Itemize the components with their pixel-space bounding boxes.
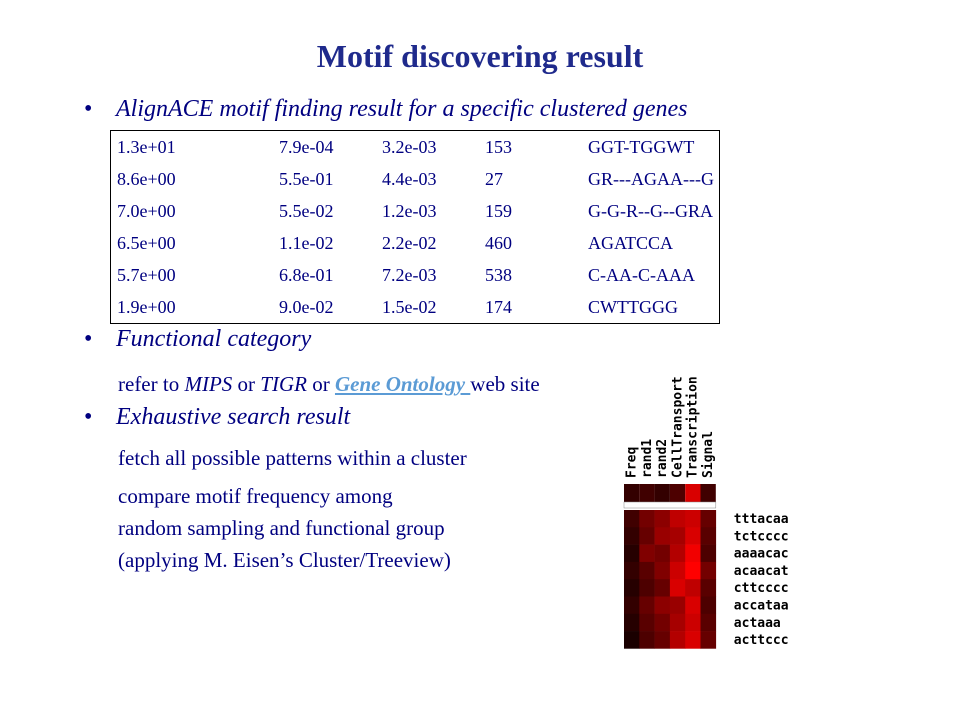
heatmap-cell xyxy=(670,597,686,615)
gene-ontology-link[interactable]: Gene Ontology xyxy=(334,372,471,396)
heatmap-cell xyxy=(701,510,717,528)
heatmap-cell xyxy=(655,527,671,545)
heatmap-cell xyxy=(624,527,640,545)
heatmap-cell xyxy=(655,510,671,528)
heatmap-cell xyxy=(655,545,671,563)
bullet-marker: • xyxy=(84,96,93,122)
heatmap-cell xyxy=(624,614,640,632)
motif-cell: AGATCCA xyxy=(588,232,674,253)
heatmap-cell xyxy=(655,631,671,649)
heatmap-cell xyxy=(701,562,717,580)
motif-row xyxy=(111,163,720,195)
reference-suffix: web site xyxy=(470,372,540,396)
motif-cell: G-G-R--G--GRA xyxy=(588,200,713,221)
exhaustive-line-4: (applying M. Eisen’s Cluster/Treeview) xyxy=(118,548,451,572)
heatmap-cell xyxy=(639,597,655,615)
heatmap-cell xyxy=(685,614,701,632)
pvalue-cell: 2.2e-02 xyxy=(382,232,437,253)
heatmap-summary-cell xyxy=(701,484,716,502)
heatmap-row-label: aaaacac xyxy=(733,546,789,562)
heatmap-summary-cell xyxy=(685,484,700,502)
heatmap-cell xyxy=(639,579,655,597)
heatmap-cell xyxy=(685,579,701,597)
heatmap-cell xyxy=(685,527,701,545)
heatmap-cell xyxy=(655,614,671,632)
heatmap-column-label: Transcription xyxy=(685,376,701,478)
motif-cell: CWTTGGG xyxy=(588,296,678,317)
heatmap-cell xyxy=(701,545,717,563)
heatmap-cell xyxy=(685,631,701,649)
bullet-functional-text: Functional category xyxy=(116,326,312,352)
functional-reference-line xyxy=(118,372,540,397)
pvalue-cell: 7.2e-03 xyxy=(382,264,437,285)
pvalue-cell: 4.4e-03 xyxy=(382,168,437,189)
heatmap-cell xyxy=(701,527,717,545)
heatmap-cell xyxy=(624,545,640,563)
heatmap-cell xyxy=(655,562,671,580)
bullet-exhaustive-text: Exhaustive search result xyxy=(116,404,351,430)
score-cell: 7.0e+00 xyxy=(117,200,176,221)
heatmap-cell xyxy=(701,614,717,632)
heatmap-cell xyxy=(639,527,655,545)
heatmap-cell xyxy=(670,545,686,563)
heatmap-column-label: Freq xyxy=(624,446,640,478)
score-cell: 1.9e+00 xyxy=(117,296,176,317)
heatmap-cell xyxy=(701,597,717,615)
heatmap-column-label: CellTransport xyxy=(670,376,686,478)
heatmap-cell xyxy=(624,597,640,615)
heatmap-cell xyxy=(685,562,701,580)
or-text: or xyxy=(232,372,261,396)
pvalue-cell: 5.5e-01 xyxy=(279,168,334,189)
exhaustive-line-3: random sampling and functional group xyxy=(118,516,445,540)
score-cell: 6.5e+00 xyxy=(117,232,176,253)
score-cell: 8.6e+00 xyxy=(117,168,176,189)
motif-row xyxy=(111,291,720,324)
heatmap-cell xyxy=(685,597,701,615)
heatmap-cell xyxy=(639,545,655,563)
heatmap-row-label: actaaa xyxy=(733,615,781,631)
count-cell: 153 xyxy=(485,136,512,157)
motif-row xyxy=(111,195,720,227)
heatmap-column-label: rand2 xyxy=(655,438,671,478)
heatmap-cell xyxy=(685,545,701,563)
heatmap-cell xyxy=(639,562,655,580)
motif-cell: GR---AGAA---G xyxy=(588,168,714,189)
heatmap-cell xyxy=(624,631,640,649)
bullet-marker: • xyxy=(84,404,93,430)
heatmap-cell xyxy=(639,614,655,632)
bullet-alignace xyxy=(84,96,687,123)
motif-row xyxy=(111,259,720,291)
bullet-alignace-text: AlignACE motif finding result for a specific clustered genes xyxy=(116,96,688,122)
pvalue-cell: 1.1e-02 xyxy=(279,232,334,253)
mips-text: MIPS xyxy=(184,372,233,396)
motif-cell: C-AA-C-AAA xyxy=(588,264,695,285)
score-cell: 5.7e+00 xyxy=(117,264,176,285)
heatmap-cell xyxy=(670,614,686,632)
heatmap-row-label: cttcccc xyxy=(733,581,789,597)
heatmap-summary-cell xyxy=(670,484,685,502)
exhaustive-line-2: compare motif frequency among xyxy=(118,484,393,508)
heatmap-row-label: accataa xyxy=(733,598,789,614)
slide-title: Motif discovering result xyxy=(316,38,644,74)
count-cell: 174 xyxy=(485,296,512,317)
motif-cell: GGT-TGGWT xyxy=(588,136,695,157)
motif-table xyxy=(110,130,720,324)
count-cell: 159 xyxy=(485,200,512,221)
bullet-functional xyxy=(84,326,311,353)
pvalue-cell: 6.8e-01 xyxy=(279,264,334,285)
heatmap-cell xyxy=(670,579,686,597)
heatmap-cell xyxy=(655,579,671,597)
or-text: or xyxy=(306,372,335,396)
heatmap-column-label: rand1 xyxy=(639,438,655,478)
pvalue-cell: 3.2e-03 xyxy=(382,136,437,157)
heatmap-summary-cell xyxy=(655,484,670,502)
heatmap-row-label: acaacat xyxy=(733,563,789,579)
heatmap-cell xyxy=(685,510,701,528)
pvalue-cell: 5.5e-02 xyxy=(279,200,334,221)
count-cell: 538 xyxy=(485,264,512,285)
count-cell: 460 xyxy=(485,232,512,253)
heatmap-row-label: acttccc xyxy=(733,633,789,649)
heatmap-cell xyxy=(701,631,717,649)
bullet-exhaustive xyxy=(84,404,350,431)
pvalue-cell: 7.9e-04 xyxy=(279,136,334,157)
pvalue-cell: 1.2e-03 xyxy=(382,200,437,221)
reference-prefix: refer to xyxy=(118,372,185,396)
pvalue-cell: 9.0e-02 xyxy=(279,296,334,317)
heatmap-row-label: tctcccc xyxy=(733,529,789,545)
heatmap-separator xyxy=(624,502,716,508)
heatmap-cell xyxy=(670,527,686,545)
heatmap-cell xyxy=(624,579,640,597)
heatmap-cell xyxy=(624,562,640,580)
exhaustive-line-1: fetch all possible patterns within a cluster xyxy=(118,446,467,470)
heatmap-row-label: tttacaa xyxy=(733,512,789,527)
heatmap-summary-cell xyxy=(624,484,639,502)
motif-row xyxy=(111,227,720,259)
bullet-marker: • xyxy=(84,326,93,352)
heatmap-cell xyxy=(670,510,686,528)
heatmap-cell xyxy=(670,562,686,580)
score-cell: 1.3e+01 xyxy=(117,136,176,157)
cluster-heatmap xyxy=(598,338,823,653)
heatmap-cell xyxy=(655,597,671,615)
heatmap-cell xyxy=(670,631,686,649)
heatmap-summary-cell xyxy=(639,484,654,502)
heatmap-cell xyxy=(639,631,655,649)
count-cell: 27 xyxy=(485,168,503,189)
heatmap-cell xyxy=(639,510,655,528)
motif-row xyxy=(111,131,720,164)
heatmap-cell xyxy=(624,510,640,528)
heatmap-column-label: Signal xyxy=(700,431,716,478)
pvalue-cell: 1.5e-02 xyxy=(382,296,437,317)
heatmap-cell xyxy=(701,579,717,597)
tigr-text: TIGR xyxy=(260,372,307,396)
